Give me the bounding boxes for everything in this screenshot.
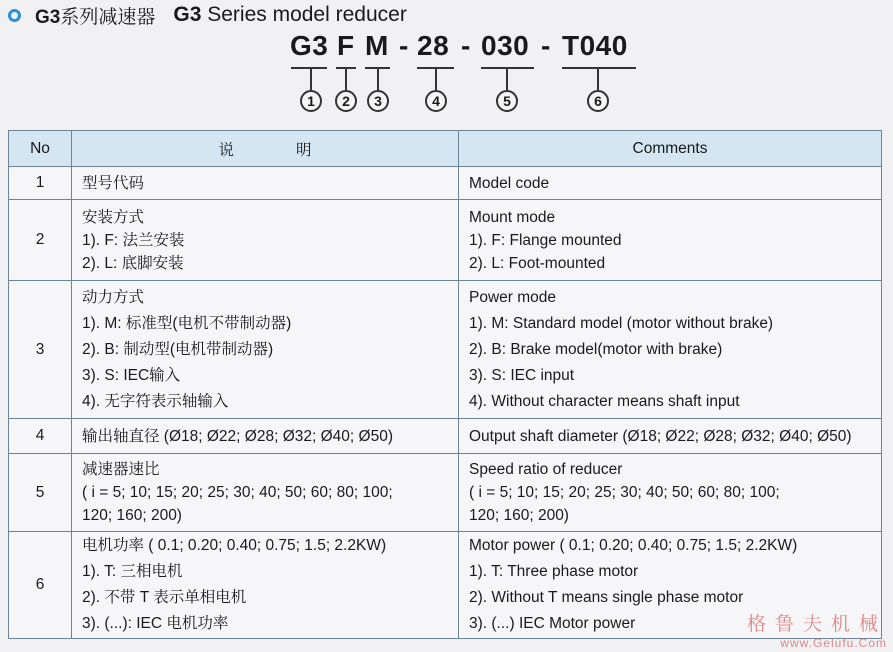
comment-line: Model code (469, 174, 550, 192)
description-line: ( i = 5; 10; 15; 20; 25; 30; 40; 50; 60; 80; 100; (82, 484, 393, 501)
comment-line: 2). Without T means single phase motor (469, 589, 744, 606)
description-line: 2). B: 制动型(电机带制动器) (82, 340, 274, 358)
code-part-ratio: 030 (481, 30, 530, 61)
connector (310, 68, 312, 90)
comment-line: 120; 160; 200) (469, 507, 569, 524)
comment-line: 1). T: Three phase motor (469, 563, 639, 580)
table-row (9, 419, 882, 454)
description-line: 2). 不带 T 表示单相电机 (82, 589, 247, 606)
connector (435, 68, 437, 90)
marker-5: 5 (496, 90, 518, 112)
description-cell (72, 454, 459, 532)
code-part-mount: F (337, 30, 355, 61)
comment-line: 1). M: Standard model (motor without brake) (469, 314, 774, 332)
comment-line: 4). Without character means shaft input (469, 392, 740, 410)
watermark-cn: 格鲁夫机械 (746, 614, 887, 635)
marker-6: 6 (587, 90, 609, 112)
marker-2: 2 (335, 90, 357, 112)
marker-4: 4 (425, 90, 447, 112)
connector (345, 68, 347, 90)
comment-line: 2). L: Foot-mounted (469, 254, 606, 272)
comment-line: Mount mode (469, 208, 556, 226)
marker-1: 1 (300, 90, 322, 112)
code-part-motor: T040 (562, 30, 628, 61)
description-line: 1). T: 三相电机 (82, 563, 183, 580)
watermark-url: www.Gelufu.Com (780, 636, 887, 650)
title-english: G3 Series model reducer (173, 3, 407, 26)
comment-line: ( i = 5; 10; 15; 20; 25; 30; 40; 50; 60; 80; 100; (469, 484, 780, 501)
code-separator: - (461, 30, 471, 61)
section-header (8, 2, 407, 28)
row-number: 1 (9, 167, 72, 200)
comment-line: 3). (...) IEC Motor power (469, 615, 636, 632)
row-number: 4 (9, 419, 72, 454)
column-header-no: No (9, 131, 72, 167)
description-line: 电机功率 ( 0.1; 0.20; 0.40; 0.75; 1.5; 2.2KW) (82, 537, 387, 554)
code-part-shaft: 28 (417, 30, 450, 61)
description-line: 减速器速比 (82, 461, 160, 478)
marker-3: 3 (367, 90, 389, 112)
row-number: 6 (9, 532, 72, 639)
bullet-circle-icon (8, 9, 21, 22)
code-part-power: M (365, 30, 389, 61)
description-line: 型号代码 (82, 174, 145, 192)
table-row (9, 454, 882, 532)
row-number: 2 (9, 200, 72, 281)
description-line: 动力方式 (82, 288, 145, 306)
code-separator: - (399, 30, 409, 61)
comment-line: Output shaft diameter (Ø18; Ø22; Ø28; Ø32; Ø40; Ø50) (469, 427, 852, 445)
comment-line: Motor power ( 0.1; 0.20; 0.40; 0.75; 1.5; 2.2KW) (469, 537, 798, 554)
column-header-description: 说 明 (72, 131, 459, 167)
comment-line: Power mode (469, 288, 557, 306)
description-cell (72, 419, 459, 454)
description-cell (72, 167, 459, 200)
description-line: 安装方式 (82, 208, 145, 226)
comment-line: Speed ratio of reducer (469, 461, 623, 478)
connector (597, 68, 599, 90)
model-code-diagram (0, 30, 893, 122)
underline (291, 67, 327, 69)
table-header-row (9, 131, 882, 167)
description-line: 3). (...): IEC 电机功率 (82, 615, 229, 632)
watermark (747, 609, 887, 650)
description-cell (72, 281, 459, 419)
table-row (9, 167, 882, 200)
connector (377, 68, 379, 90)
code-separator: - (541, 30, 551, 61)
code-part-series: G3 (290, 30, 329, 61)
description-line: 120; 160; 200) (82, 507, 182, 524)
title-chinese: G3系列减速器 (35, 6, 156, 28)
comment-cell (459, 419, 882, 454)
description-line: 4). 无字符表示轴输入 (82, 392, 229, 410)
table-row (9, 281, 882, 419)
row-number: 5 (9, 454, 72, 532)
comment-cell (459, 167, 882, 200)
description-line: 1). F: 法兰安装 (82, 231, 185, 249)
comment-line: 3). S: IEC input (469, 366, 575, 384)
description-line: 2). L: 底脚安装 (82, 254, 184, 272)
description-line: 3). S: IEC输入 (82, 366, 181, 384)
description-line: 输出轴直径 (Ø18; Ø22; Ø28; Ø32; Ø40; Ø50) (82, 427, 393, 445)
table-row (9, 200, 882, 281)
spec-table (8, 130, 882, 639)
row-number: 3 (9, 281, 72, 419)
description-cell (72, 532, 459, 639)
comment-line: 2). B: Brake model(motor with brake) (469, 340, 723, 358)
underline (562, 67, 636, 69)
comment-cell (459, 200, 882, 281)
connector (506, 68, 508, 90)
comment-cell (459, 281, 882, 419)
column-header-comments: Comments (459, 131, 882, 167)
description-cell (72, 200, 459, 281)
comment-line: 1). F: Flange mounted (469, 231, 622, 249)
comment-cell (459, 454, 882, 532)
description-line: 1). M: 标准型(电机不带制动器) (82, 314, 292, 332)
